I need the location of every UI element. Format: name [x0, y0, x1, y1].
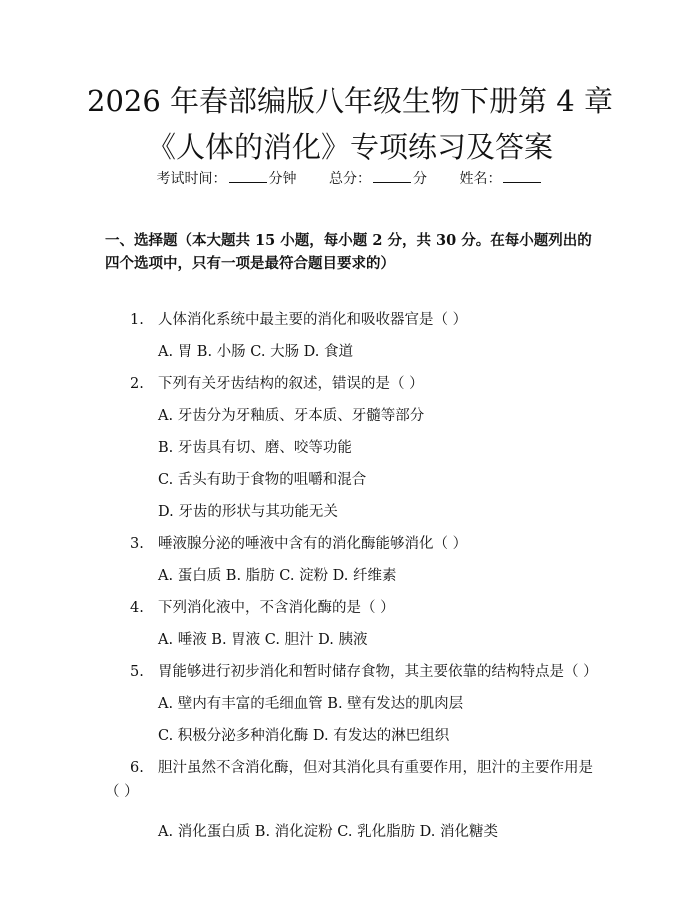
question-number: 4.	[130, 600, 144, 616]
question-2-option-a: A. 牙齿分为牙釉质、牙本质、牙髓等部分	[158, 408, 425, 424]
exam-time-field	[157, 168, 297, 189]
question-3	[130, 532, 600, 556]
question-number: 6.	[130, 760, 144, 776]
question-2-option-d: D. 牙齿的形状与其功能无关	[158, 504, 338, 520]
total-score-blank[interactable]	[373, 168, 411, 183]
question-number: 2.	[130, 376, 144, 392]
question-6	[105, 756, 597, 804]
question-text: 下列有关牙齿结构的叙述，错误的是（ ）	[158, 376, 424, 392]
exam-info-line	[0, 168, 700, 189]
section-heading: 一、选择题（本大题共 15 小题，每小题 2 分，共 30 分。在每小题列出的四个选项中，只有一项是最符合题目要求的）	[105, 232, 592, 272]
question-text: 人体消化系统中最主要的消化和吸收器官是（ ）	[158, 312, 468, 328]
question-6-line-1	[105, 756, 597, 780]
total-score-label: 总分：	[329, 171, 371, 187]
question-3-options: A. 蛋白质 B. 脂肪 C. 淀粉 D. 纤维素	[158, 568, 397, 584]
question-5-options-cd: C. 积极分泌多种消化酶 D. 有发达的淋巴组织	[158, 728, 450, 744]
total-score-unit: 分	[413, 171, 427, 187]
question-2	[130, 372, 600, 396]
question-text: 下列消化液中，不含消化酶的是（ ）	[158, 600, 395, 616]
question-4	[130, 596, 600, 620]
question-text: 胃能够进行初步消化和暂时储存食物，其主要依靠的结构特点是（ ）	[158, 664, 598, 680]
question-text: 唾液腺分泌的唾液中含有的消化酶能够消化（ ）	[158, 536, 468, 552]
question-6-options: A. 消化蛋白质 B. 消化淀粉 C. 乳化脂肪 D. 消化糖类	[158, 824, 499, 840]
question-number: 3.	[130, 536, 144, 552]
student-name-field	[459, 168, 543, 189]
question-5-options-ab: A. 壁内有丰富的毛细血管 B. 壁有发达的肌肉层	[158, 696, 464, 712]
question-number: 5.	[130, 664, 144, 680]
question-number: 1.	[130, 312, 144, 328]
question-text: 胆汁虽然不含消化酶，但对其消化具有重要作用，胆汁的主要作用是	[158, 760, 593, 776]
question-2-option-c: C. 舌头有助于食物的咀嚼和混合	[158, 472, 367, 488]
student-name-blank[interactable]	[503, 168, 541, 183]
exam-time-unit: 分钟	[268, 171, 297, 187]
question-5	[130, 660, 600, 684]
exam-time-blank[interactable]	[229, 168, 267, 183]
document-title: 2026 年春部编版八年级生物下册第 4 章《人体的消化》专项练习及答案	[87, 84, 613, 164]
question-6-line-2: （ ）	[105, 784, 139, 800]
exam-time-label: 考试时间：	[156, 171, 227, 187]
question-4-options: A. 唾液 B. 胃液 C. 胆汁 D. 胰液	[158, 632, 368, 648]
question-2-option-b: B. 牙齿具有切、磨、咬等功能	[158, 440, 352, 456]
total-score-field	[329, 168, 427, 189]
question-1	[130, 308, 600, 332]
question-1-options: A. 胃 B. 小肠 C. 大肠 D. 食道	[158, 344, 354, 360]
student-name-label: 姓名：	[459, 171, 502, 187]
